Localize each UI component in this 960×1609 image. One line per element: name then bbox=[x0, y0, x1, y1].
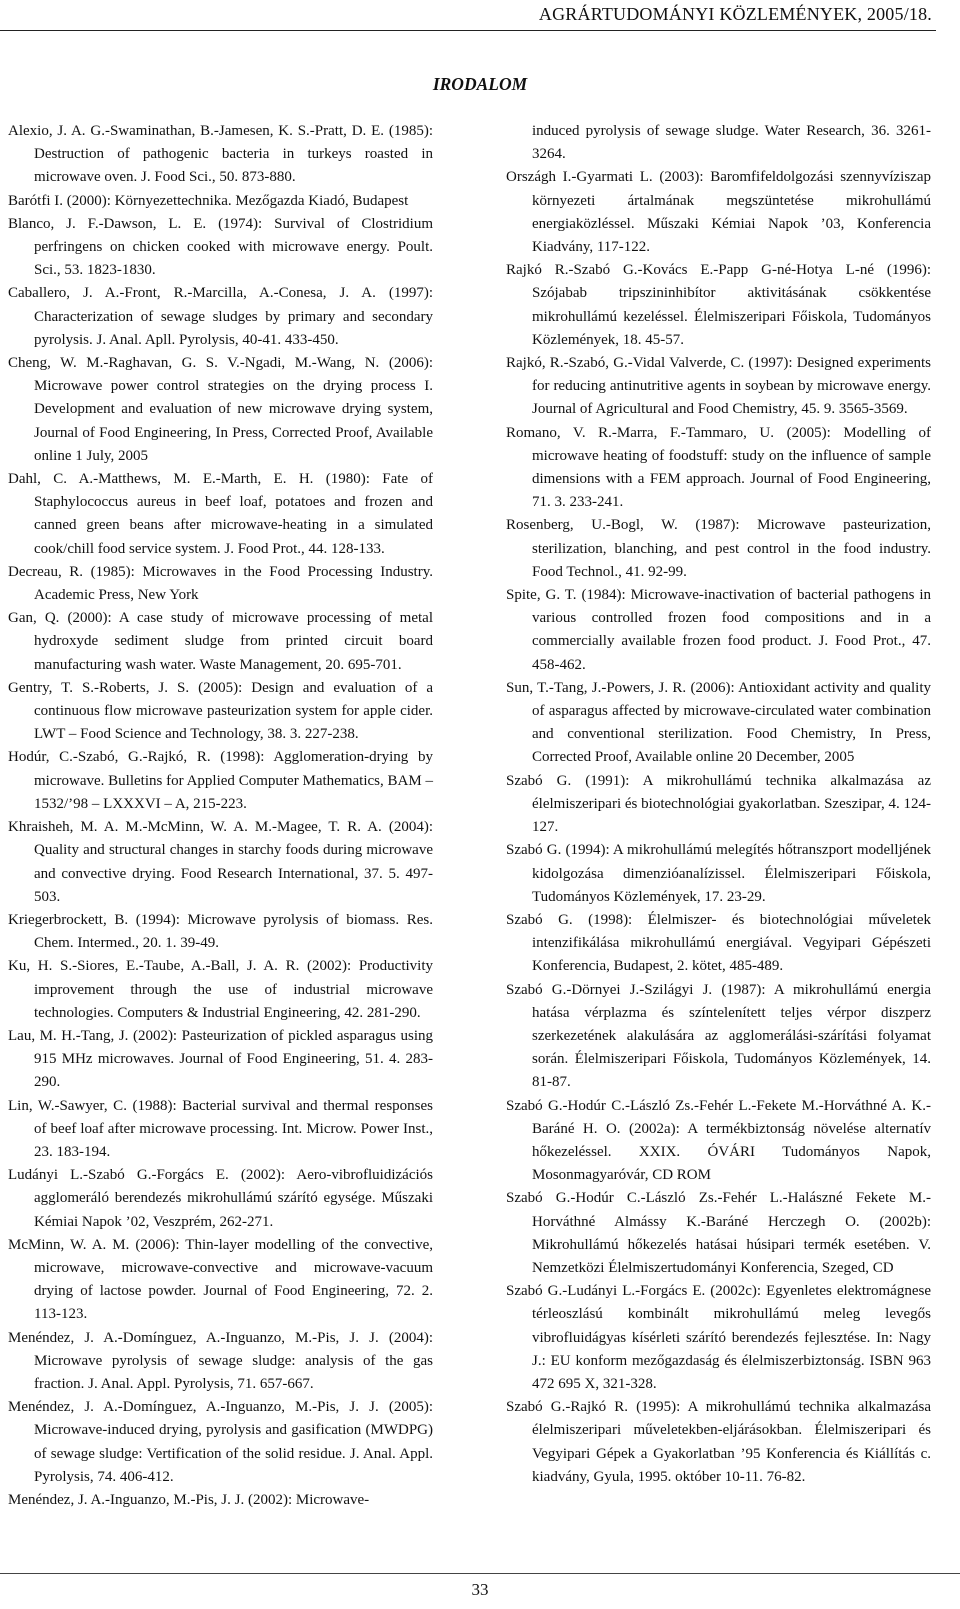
reference-entry: Rosenberg, U.-Bogl, W. (1987): Microwave pasteurization, sterilization, blanching, and pest control in the food industry. Food Technol., 41. 92-99. bbox=[506, 517, 931, 580]
header-rule bbox=[0, 30, 936, 31]
reference-entry: Decreau, R. (1985): Microwaves in the Food Processing Industry. Academic Press, New York bbox=[8, 563, 433, 604]
page-number: 33 bbox=[471, 1580, 489, 1599]
reference-entry: Khraisheh, M. A. M.-McMinn, W. A. M.-Magee, T. R. A. (2004): Quality and structural changes in starchy foods during microwave and convective drying. Food Research International, 37. 5. 497-503. bbox=[8, 819, 433, 905]
reference-entry: Kriegerbrockett, B. (1994): Microwave pyrolysis of biomass. Res. Chem. Intermed., 20. 1. 39-49. bbox=[8, 911, 433, 952]
reference-entry: Szabó G.-Dörnyei J.-Szilágyi J. (1987): A mikrohullámú energia hatása vérplazma és színtelenített teljes vérpor diszperz szerkezetének alakulására az agglomerálási-szárítási folyamat során. Élelmiszeripari Főiskola, Tudományos Közlemények, 14. 81-87. bbox=[506, 981, 931, 1091]
reference-entry: Szabó G.-Hodúr C.-László Zs.-Fehér L.-Fekete M.-Horváthné A. K.-Baráné H. O. (2002a): A termékbiztonság növelése alternatív hőkezeléssel. XXIX. ÓVÁRI Tudományos Napok, Mosonmagyaróvár, CD ROM bbox=[506, 1097, 931, 1184]
reference-column-left bbox=[8, 120, 433, 1512]
reference-entry: Menéndez, J. A.-Domínguez, A.-Inguanzo, M.-Pis, J. J. (2005): Microwave-induced drying, pyrolysis and gasification (MWDPG) of sewage sludge: Vertification of the solid residue. J. Anal. Appl. Pyrolysis, 74. 406-412. bbox=[8, 1399, 433, 1485]
reference-entry: Sun, T.-Tang, J.-Powers, J. R. (2006): Antioxidant activity and quality of asparagus affected by microwave-circulated water combination and conventional sterilization. Food Chemistry, In Press, Corrected Proof, Available online 20 December, 2005 bbox=[506, 679, 931, 766]
reference-entry: Cheng, W. M.-Raghavan, G. S. V.-Ngadi, M.-Wang, N. (2006): Microwave power control strategies on the drying process I. Development and evaluation of new microwave drying system, Journal of Food Engineering, In Press, Corrected Proof, Available online 1 July, 2005 bbox=[8, 355, 433, 464]
reference-entry: Szabó G. (1994): A mikrohullámú melegítés hőtranszport modelljének kidolgozása dimenzióanalízissel. Élelmiszeripari Főiskola, Tudományos Közlemények, 17. 23-29. bbox=[506, 842, 931, 905]
reference-entry: Országh I.-Gyarmati L. (2003): Baromfifeldolgozási szennyvíziszap környezeti ártalmának megszüntetése mikrohullámú energiaközléssel. Műszaki Kémiai Napok ’03, Konferencia Kiadvány, 117-122. bbox=[506, 169, 931, 256]
reference-entry: Barótfi I. (2000): Környezettechnika. Mezőgazda Kiadó, Budapest bbox=[8, 192, 409, 209]
reference-entry: Gan, Q. (2000): A case study of microwave processing of metal hydroxyde sediment sludge from printed circuit board manufacturing wash water. Waste Management, 20. 695-701. bbox=[8, 610, 433, 673]
reference-entry: Rajkó, R.-Szabó, G.-Vidal Valverde, C. (1997): Designed experiments for reducing antinutritive agents in soybean by microwave energy. Journal of Agricultural and Food Chemistry, 45. 9. 3565-3569. bbox=[506, 355, 931, 418]
reference-entry: Gentry, T. S.-Roberts, J. S. (2005): Design and evaluation of a continuous flow microwave pasteurization system for apple cider. LWT – Food Science and Technology, 38. 3. 227-238. bbox=[8, 679, 433, 743]
reference-entry: Szabó G. (1998): Élelmiszer- és biotechnológiai műveletek intenzifikálása mikrohullámú energiával. Vegyipari Gépészeti Konferencia, Budapest, 2. kötet, 485-489. bbox=[506, 911, 931, 975]
reference-entry: Ludányi L.-Szabó G.-Forgács E. (2002): Aero-vibrofluidizációs agglomeráló berendezés mikrohullámú szárító egysége. Műszaki Kémiai Napok ’02, Veszprém, 262-271. bbox=[8, 1167, 433, 1230]
reference-entry: Blanco, J. F.-Dawson, L. E. (1974): Survival of Clostridium perfringens on chicken cooked with microwave energy. Poult. Sci., 53. 1823-1830. bbox=[8, 215, 433, 279]
reference-entry: Romano, V. R.-Marra, F.-Tammaro, U. (2005): Modelling of microwave heating of foodstuff: study on the influence of sample dimensions with a FEM approach. Journal of Food Engineering, 71. 3. 233-241. bbox=[506, 424, 931, 511]
reference-entry: McMinn, W. A. M. (2006): Thin-layer modelling of the convective, microwave, microwave-convective and microwave-vacuum drying of lactose powder. Journal of Food Engineering, 72. 2. 113-123. bbox=[8, 1236, 433, 1323]
reference-entry: Caballero, J. A.-Front, R.-Marcilla, A.-Conesa, J. A. (1997): Characterization of sewage sludges by primary and secondary pyrolysis. J. Anal. Apll. Pyrolysis, 40-41. 433-450. bbox=[8, 285, 433, 348]
reference-entry: Spite, G. T. (1984): Microwave-inactivation of bacterial pathogens in various controlled frozen food compositions and in a commercially available frozen food product. J. Food Prot., 47. 458-462. bbox=[506, 587, 931, 673]
section-title: IRODALOM bbox=[432, 74, 528, 94]
reference-entry: Lau, M. H.-Tang, J. (2002): Pasteurization of pickled asparagus using 915 MHz microwaves. Journal of Food Engineering, 51. 4. 283-290. bbox=[8, 1027, 433, 1091]
reference-entry: Lin, W.-Sawyer, C. (1988): Bacterial survival and thermal responses of beef loaf after microwave processing. Int. Microw. Power Inst., 23. 183-194. bbox=[8, 1097, 433, 1160]
reference-entry: Szabó G. (1991): A mikrohullámú technika alkalmazása az élelmiszeripari és biotechnológiai gyakorlatban. Szeszipar, 4. 124-127. bbox=[506, 772, 931, 836]
reference-entry: Alexio, J. A. G.-Swaminathan, B.-Jamesen, K. S.-Pratt, D. E. (1985): Destruction of pathogenic bacteria in turkeys roasted in microwave oven. J. Food Sci., 50. 873-880. bbox=[8, 123, 433, 186]
journal-header: AGRÁRTUDOMÁNYI KÖZLEMÉNYEK, 2005/18. bbox=[538, 4, 932, 24]
reference-entry: Dahl, C. A.-Matthews, M. E.-Marth, E. H. (1980): Fate of Staphylococcus aureus in beef loaf, potatoes and frozen and canned green beans after microwave-heating in a simulated cook/chill food service system. J. Food Prot., 44. 128-133. bbox=[8, 471, 433, 557]
reference-entry: Szabó G.-Rajkó R. (1995): A mikrohullámú technika alkalmazása élelmiszeripari műveletekben-eljárásokban. Élelmiszeripari és Vegyipari Gépek a Gyakorlatban ’95 Konferencia és Kiállítás c. kiadvány, Gyula, 1995. október 10-11. 76-82. bbox=[506, 1399, 931, 1485]
reference-entry: Hodúr, C.-Szabó, G.-Rajkó, R. (1998): Agglomeration-drying by microwave. Bulletins for Applied Computer Mathematics, BAM – 1532/’98 – LXXXVI – A, 215-223. bbox=[8, 749, 433, 812]
reference-continuation: induced pyrolysis of sewage sludge. Water Research, 36. 3261-3264. bbox=[532, 123, 931, 163]
reference-entry: Menéndez, J. A.-Inguanzo, M.-Pis, J. J. (2002): Microwave- bbox=[8, 1491, 370, 1508]
reference-entry: Menéndez, J. A.-Domínguez, A.-Inguanzo, M.-Pis, J. J. (2004): Microwave pyrolysis of sewage sludge: analysis of the gas fraction. J. Anal. Appl. Pyrolysis, 71. 657-667. bbox=[8, 1329, 433, 1392]
reference-entry: Rajkó R.-Szabó G.-Kovács E.-Papp G-né-Hotya L-né (1996): Szójabab tripszininhibítor aktivitásának csökkentése mikrohullámú kezeléssel. Élelmiszeripari Főiskola, Tudományos Közlemények, 18. 45-57. bbox=[506, 262, 931, 348]
reference-entry: Ku, H. S.-Siores, E.-Taube, A.-Ball, J. A. R. (2002): Productivity improvement through the use of industrial microwave technologies. Computers & Industrial Engineering, 42. 281-290. bbox=[8, 958, 433, 1021]
reference-entry: Szabó G.-Hodúr C.-László Zs.-Fehér L.-Halászné Fekete M.-Horváthné Almássy K.-Baráné Herczegh O. (2002b): Mikrohullámú hőkezelés hatásai húsipari termék esetében. V. Nemzetközi Élelmiszertudományi Konferencia, Szeged, CD bbox=[506, 1190, 931, 1276]
footer-rule bbox=[0, 1573, 960, 1574]
reference-entry: Szabó G.-Ludányi L.-Forgács E. (2002c): Egyenletes elektromágnese térleoszlású kombinált mikrohullámú meleg levegős vibrofluidágyas kísérleti szárító berendezés fejlesztése. In: Nagy J.: EU konform mezőgazdaság és élelmiszerbiztonság. ISBN 963 472 695 X, 321-328. bbox=[506, 1283, 931, 1392]
reference-column-right bbox=[506, 120, 931, 1489]
